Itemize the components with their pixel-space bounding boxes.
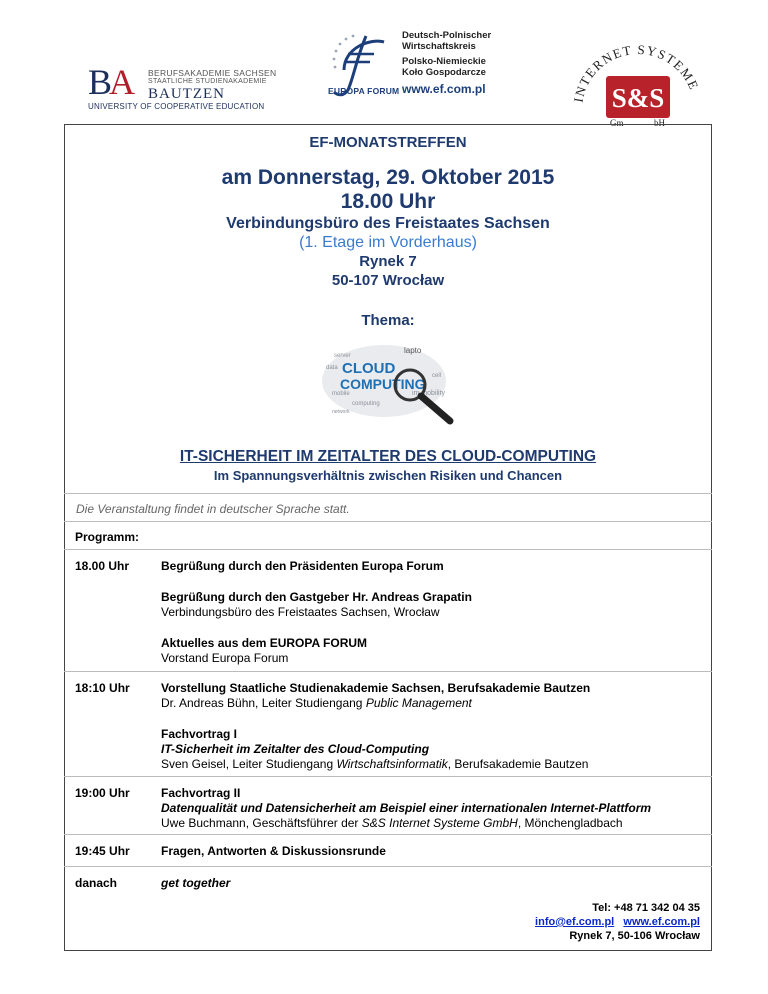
ef-pl-line1: Polsko-Niemieckie [402,56,486,67]
program-item-title: Aktuelles aus dem EUROPA FORUM [161,636,368,650]
event-city: 50-107 Wrocław [331,272,445,289]
program-item-title: Fachvortrag I [161,727,238,741]
program-item [161,559,472,666]
ss-logo-mark: S&S [611,83,665,113]
ba-bautzen-logo [88,62,277,111]
ba-logo-line1: BERUFSAKADEMIE SACHSEN [148,68,277,78]
program-item-title: Vorstellung Staatliche Studienakademie Sachsen, Berufsakademie Bautzen [161,681,591,695]
event-time: 18.00 Uhr [340,190,436,213]
program-item-topic: Datenqualität und Datensicherheit am Beispiel einer internationalen Internet-Plattform [161,801,652,815]
divider [64,493,712,494]
ss-internet-systeme-logo-icon [568,32,708,128]
divider [64,549,712,550]
ef-logo-forum-label: EUROPA FORUM [328,86,400,96]
thema-label: Thema: [361,312,415,329]
ef-de-line2: Wirtschaftskreis [402,41,476,52]
event-floor: (1. Etage im Vorderhaus) [299,234,477,251]
svg-text:data: data [326,365,338,371]
program-item-title: Begrüßung durch den Präsidenten Europa Forum [161,559,444,573]
program-item-desc: Dr. Andreas Bühn, Leiter Studiengang Public Management [161,696,472,710]
event-street: Rynek 7 [359,253,417,270]
divider [64,776,712,777]
svg-text:cell: cell [432,373,442,379]
event-venue: Verbindungsbüro des Freistaates Sachsen [226,215,550,232]
ss-logo-gm: Gm [610,118,624,128]
computing-word: COMPUTING [340,376,426,392]
contact-phone: Tel: +48 71 342 04 35 [592,902,700,914]
program-item-desc: Uwe Buchmann, Geschäftsführer der S&S Internet Systeme GmbH, Mönchengladbach [161,816,623,830]
ef-org-names [402,30,491,78]
event-subheadline: Im Spannungsverhältnis zwischen Risiken und Chancen [213,468,563,483]
cloud-word: CLOUD [342,360,396,377]
svg-text:server: server [334,353,351,359]
ba-logo-line4: UNIVERSITY OF COOPERATIVE EDUCATION [88,102,265,111]
program-item-desc: Sven Geisel, Leiter Studiengang Wirtschaftsinformatik, Berufsakademie Bautzen [161,757,589,771]
program-item-desc: Vorstand Europa Forum [161,651,289,665]
program-item-title: Begrüßung durch den Gastgeber Hr. Andreas Grapatin [161,590,472,604]
svg-text:mobile: mobile [332,391,350,397]
program-time: 19:45 Uhr [75,844,130,858]
program-item-title: get together [161,876,231,890]
program-time: 18:10 Uhr [75,681,130,695]
language-note: Die Veranstaltung findet in deutscher Sprache statt. [76,502,350,516]
program-item-topic: IT-Sicherheit im Zeitalter des Cloud-Computing [161,742,430,756]
svg-text:computing: computing [352,401,380,407]
contact-website-link[interactable]: www.ef.com.pl [623,916,700,928]
contact-email-link[interactable]: info@ef.com.pl [535,916,615,928]
program-item-desc: Verbindungsbüro des Freistaates Sachsen, Wrocław [161,605,440,619]
svg-text:lapto: lapto [404,346,422,355]
event-headline: IT-SICHERHEIT IM ZEITALTER DES CLOUD-COMPUTING [179,448,597,465]
svg-text:im mobility: im mobility [412,390,446,397]
ba-logo-line3: BAUTZEN [148,86,225,102]
contact-address: Rynek 7, 50-106 Wrocław [569,930,700,942]
contact-block [535,901,700,943]
cloud-computing-image [312,333,472,427]
program-item [161,681,590,772]
ef-header-url: www.ef.com.pl [402,82,486,96]
divider [64,671,712,672]
ss-logo-arc-text: INTERNET SYSTEME [570,41,703,104]
program-item-title: Fachvortrag II [161,786,241,800]
program-time: 19:00 Uhr [75,786,130,800]
event-date: am Donnerstag, 29. Oktober 2015 [221,166,555,189]
event-series-title: EF-MONATSTREFFEN [309,134,467,151]
ba-logo-mark: BA [88,62,133,102]
ef-de-line1: Deutsch-Polnischer [402,30,492,41]
program-label: Programm: [75,530,140,544]
program-time: danach [75,876,118,890]
program-item-title: Fragen, Antworten & Diskussionsrunde [161,844,386,858]
program-item [161,786,651,831]
ba-logo-line2: STAATLICHE STUDIENAKADEMIE [148,78,267,85]
divider [64,866,712,867]
divider [64,521,712,522]
divider [64,834,712,835]
ef-pl-line2: Koło Gospodarcze [402,67,486,78]
program-time: 18.00 Uhr [75,559,130,573]
ss-logo-bh: bH [654,118,665,128]
svg-text:network: network [332,409,350,415]
